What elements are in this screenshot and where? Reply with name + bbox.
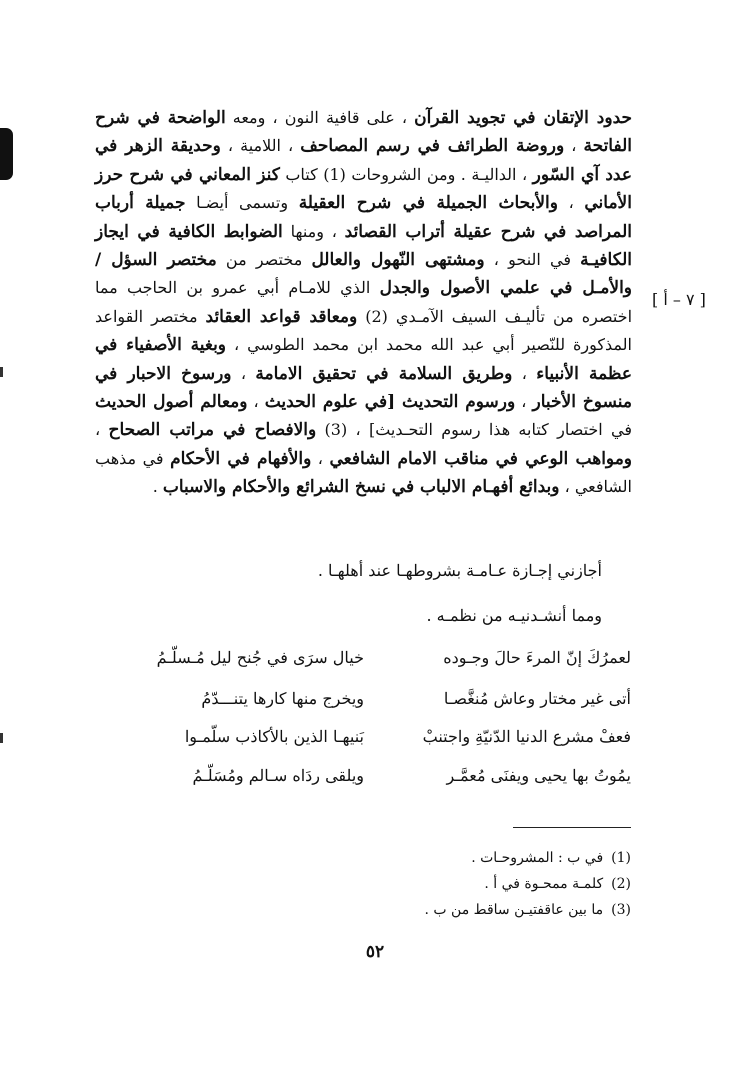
ijaza-line: أجازني إجـازة عـامـة بشروطهـا عند أهلهـا .	[317, 561, 602, 580]
body-text-run: ،	[311, 448, 330, 468]
verse-second-hemistich: خيال سرَى في جُنح ليل مُـسلّـمُ	[156, 648, 364, 667]
footnote-number: (1)	[611, 850, 631, 866]
body-text-run: ، على قافية النون ، ومعه	[225, 108, 415, 127]
body-text-run: ، اللامية ،	[220, 136, 301, 156]
footnote-text: في ب : المشروحـات .	[471, 850, 604, 866]
book-title: ومعاقد قواعد العقائد	[205, 306, 358, 327]
verse-first-hemistich: أتى غير مختار وعاش مُنغَّصـا	[443, 689, 631, 708]
edge-tick-mark	[0, 733, 3, 743]
book-title: ورسوم التحديث [في علوم الحديث	[264, 392, 516, 413]
body-text-run: ،	[247, 392, 265, 412]
verse-first-hemistich: يمُوتُ بها يحيى ويفنَى مُعمَّـر	[446, 766, 631, 785]
body-text-run: .	[152, 477, 163, 497]
verse-second-hemistich: ويخرج منها كارها يتنـــدّمُ	[201, 689, 364, 708]
footnote-text: ما بين عاقفتيـن ساقط من ب .	[424, 902, 604, 918]
book-title: جميلة أرباب المراصد في شرح عقيلة أتراب القصائد	[95, 193, 633, 242]
body-text-run: ،	[231, 363, 256, 383]
footnote	[471, 850, 631, 866]
verse-first-hemistich: لعمرُكَ إنّ المرءَ حالَ وجـوده	[443, 648, 631, 667]
verse-second-hemistich: بَنيهـا الذين بالأكاذب سلّمـوا	[184, 727, 364, 746]
verse-second-hemistich: ويلقى ردَاه سـالم ومُسَلّـمُ	[192, 766, 364, 785]
body-text-run: ،	[512, 363, 537, 383]
body-text-run: ،	[95, 420, 109, 440]
book-title: وروضة الطرائف في رسم المصاحف	[300, 136, 565, 157]
body-text-run: ، ومنها	[282, 221, 345, 241]
footnote-number: (3)	[611, 902, 631, 918]
footnote	[484, 876, 631, 892]
body-text-run: الذي للامـام أبي عمرو بن الحاجب مما اختصره من تأليـف السيف الآمـدي (2)	[95, 278, 633, 326]
main-paragraph	[95, 104, 632, 502]
book-title: مختصر السؤل / والأمـل في علمي الأصول والجدل	[95, 250, 633, 299]
body-text-run: في اختصار كتابه هذا رسوم التحـديث] ، (3)	[316, 420, 633, 440]
book-title: والأفهام في الأحكام	[170, 448, 312, 469]
body-text-run: ،	[564, 136, 584, 156]
book-title: الضوابط الكافية في ايجاز الكافيـة	[95, 221, 632, 271]
binding-edge-mark	[0, 128, 13, 180]
footnote	[425, 902, 631, 918]
body-text-run: ،	[515, 392, 533, 412]
body-text-run: وتسمى أيضـا	[185, 193, 299, 213]
book-title: الواضحة في شرح الفاتحة	[95, 108, 632, 157]
book-title: وبدائع أفهـام الالباب في نسخ الشرائع والأحكام والاسباب	[162, 477, 560, 498]
footnote-number: (2)	[611, 876, 631, 892]
book-title: حدود الإتقان في تجويد القرآن	[414, 108, 632, 128]
book-title: ومشتهى النّهول والعالل	[311, 250, 485, 271]
book-title: وبغية الأصفياء في عظمة الأنبياء	[95, 335, 633, 384]
book-title: كنز المعاني في شرح حرز الأماني	[95, 164, 632, 214]
book-title: ومعالم أصول الحديث	[95, 392, 248, 413]
footnote-text: كلمـة ممحـوة في أ .	[484, 876, 604, 892]
book-title: وحديقة الزهر في عدد آي السّور	[95, 136, 632, 185]
page-number: ٥٢	[365, 942, 385, 962]
body-text-run: مختصر من	[216, 250, 312, 270]
footnote-separator	[513, 827, 631, 828]
book-title: وطريق السلامة في تحقيق الامامة	[255, 363, 513, 384]
body-text-run: ،	[558, 193, 585, 213]
verse-first-hemistich: فعفْ مشرع الدنيا الدّنيّةِ واجتنبْ	[422, 727, 631, 746]
book-title: ورسوخ الاحبار في منسوخ الأخبار	[95, 363, 632, 413]
book-title: والأبحاث الجميلة في شرح العقيلة	[298, 193, 558, 214]
body-text-run: في النحو ،	[484, 250, 581, 270]
body-text-run: مختصر القواعد المذكورة للنّصير أبي عبد الله محمد ابن محمد الطوسي ،	[95, 306, 633, 355]
book-title: والافصاح في مراتب الصحاح	[108, 420, 317, 441]
book-title: ومواهب الوعي في مناقب الامام الشافعي	[329, 448, 633, 469]
body-text-run: في مذهب الشافعي ،	[95, 448, 632, 497]
edge-tick-mark	[0, 367, 3, 377]
margin-folio-marker: [ ٧ – أ ]	[652, 290, 706, 309]
poem-intro-line: ومما أنشـدنيـه من نظمـه .	[426, 606, 602, 625]
body-text-run: ، الداليـة . ومن الشروحات (1) كتاب	[279, 164, 533, 184]
